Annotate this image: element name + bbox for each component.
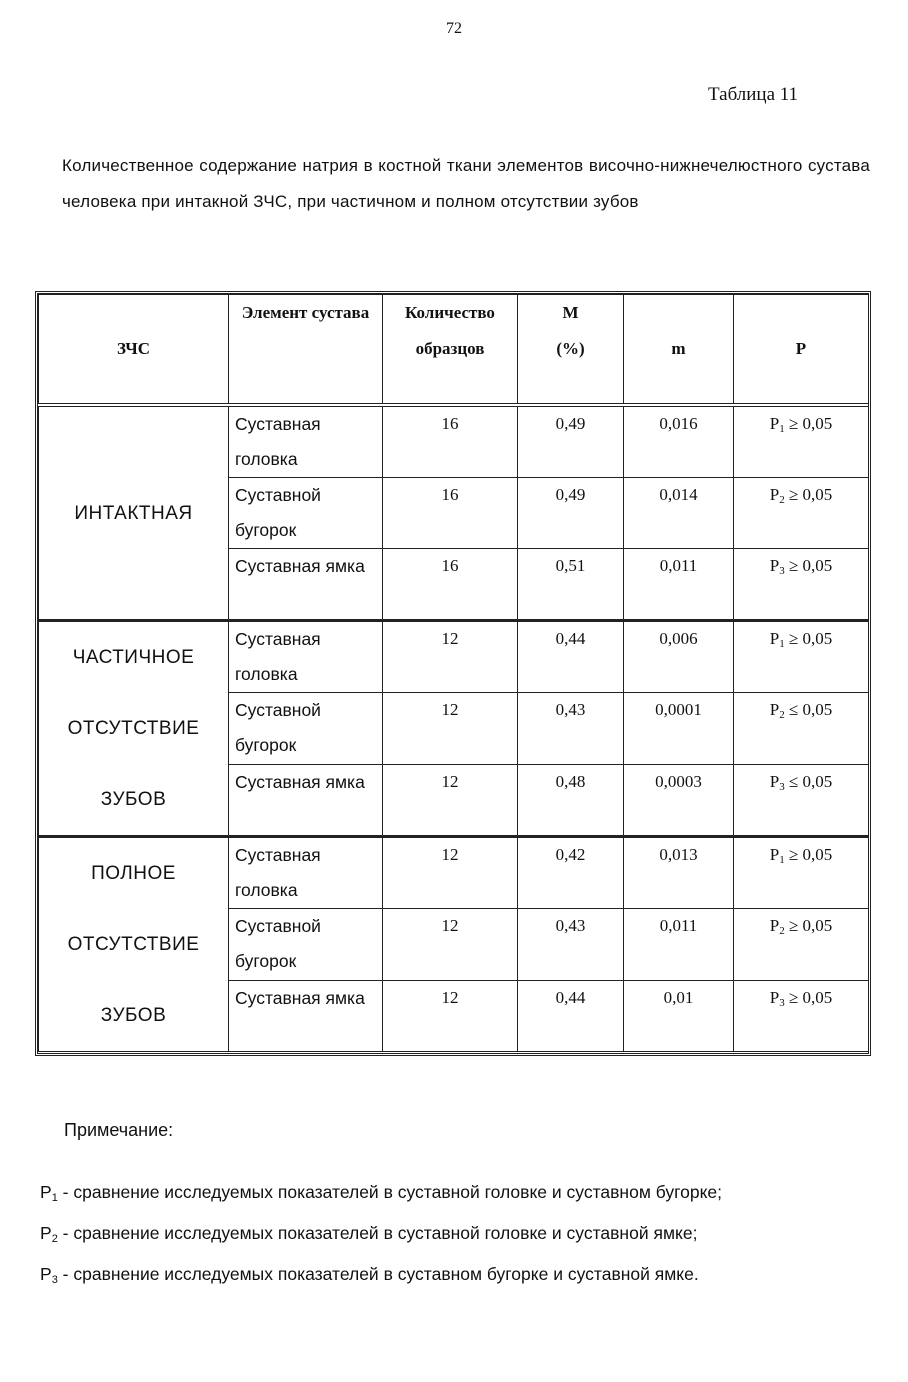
m-cell: 0,011 xyxy=(624,549,734,621)
p-index: 2 xyxy=(779,925,785,938)
m-cell: 0,016 xyxy=(624,405,734,478)
element-cell: Суставной бугорок xyxy=(229,693,383,764)
m-cell: 0,0003 xyxy=(624,764,734,836)
mean-cell: 0,43 xyxy=(518,693,624,764)
mean-cell: 0,51 xyxy=(518,549,624,621)
p-cell xyxy=(734,693,869,764)
p-relation: ≤ 0,05 xyxy=(788,771,833,791)
p-index: 2 xyxy=(779,494,785,506)
note-p-letter: P xyxy=(40,1264,52,1284)
note-p-index: 3 xyxy=(51,1274,58,1286)
p-cell xyxy=(734,478,869,549)
p-cell xyxy=(734,980,869,1051)
p-index: 2 xyxy=(779,709,785,722)
group-name-line: ИНТАКТНАЯ xyxy=(74,502,193,524)
m-cell: 0,011 xyxy=(624,909,734,980)
header-mean-symbol: М xyxy=(562,303,579,322)
m-cell: 0,014 xyxy=(624,478,734,549)
element-cell: Суставная ямка xyxy=(229,549,383,621)
m-cell: 0,01 xyxy=(624,980,734,1051)
mean-cell: 0,48 xyxy=(518,764,624,836)
p-cell xyxy=(734,764,869,836)
table-row xyxy=(39,621,869,693)
element-cell: Суставной бугорок xyxy=(229,478,383,549)
count-cell: 12 xyxy=(383,837,518,909)
note-p-letter: P xyxy=(40,1223,52,1243)
p-cell xyxy=(734,405,869,478)
mean-cell: 0,44 xyxy=(518,621,624,693)
group-name-cell xyxy=(39,621,229,837)
group-name-line: ПОЛНОЕ xyxy=(91,863,176,884)
note-item xyxy=(40,1216,860,1257)
p-index: 1 xyxy=(779,854,785,866)
header-mean xyxy=(518,295,624,406)
group-name-line: ОТСУТСТВИЕ xyxy=(67,718,200,739)
p-index: 1 xyxy=(779,638,785,650)
note-p-letter: P xyxy=(40,1182,52,1202)
mean-cell: 0,44 xyxy=(518,980,624,1051)
element-cell: Суставной бугорок xyxy=(229,909,383,980)
p-relation: ≥ 0,05 xyxy=(788,485,833,504)
mean-cell: 0,42 xyxy=(518,837,624,909)
count-cell: 12 xyxy=(383,764,518,836)
header-count: Количество образцов xyxy=(383,295,518,406)
note-text: - сравнение исследуемых показателей в суставной головке и суставном бугорке; xyxy=(57,1182,723,1202)
table-caption: Количественное содержание натрия в костной ткани элементов височно-нижнечелюстного сустава человека при интакной ЗЧС, при частичном и полном отсутствии зубов xyxy=(62,156,870,211)
count-cell: 12 xyxy=(383,909,518,980)
group-name-line: ОТСУТСТВИЕ xyxy=(67,934,200,955)
p-relation: ≥ 0,05 xyxy=(788,629,833,648)
header-zchs: ЗЧС xyxy=(39,295,229,406)
page-number: 72 xyxy=(446,20,462,37)
mean-cell: 0,43 xyxy=(518,909,624,980)
element-cell: Суставная ямка xyxy=(229,980,383,1051)
count-cell: 16 xyxy=(383,549,518,621)
p-index: 1 xyxy=(779,423,785,435)
count-cell: 12 xyxy=(383,621,518,693)
m-cell: 0,0001 xyxy=(624,693,734,764)
group-name-line: ЗУБОВ xyxy=(100,1005,167,1026)
p-cell xyxy=(734,621,869,693)
element-cell: Суставная ямка xyxy=(229,764,383,836)
table-body xyxy=(39,405,869,1052)
p-letter: P xyxy=(769,771,780,791)
notes-list xyxy=(40,1175,860,1298)
count-cell: 16 xyxy=(383,405,518,478)
table-label: Таблица 11 xyxy=(708,84,799,105)
group-name-line: ЧАСТИЧНОЕ xyxy=(72,647,195,668)
note-text: - сравнение исследуемых показателей в суставной головке и суставной ямке; xyxy=(57,1223,698,1243)
group-name-line: ЗУБОВ xyxy=(100,789,167,810)
p-letter: P xyxy=(769,845,780,864)
p-letter: P xyxy=(769,700,780,720)
header-mean-unit: (%) xyxy=(556,339,585,358)
p-relation: ≥ 0,05 xyxy=(788,987,833,1007)
element-cell: Суставная головка xyxy=(229,621,383,693)
note-item xyxy=(40,1175,860,1216)
count-cell: 12 xyxy=(383,980,518,1051)
p-index: 3 xyxy=(779,780,785,793)
p-letter: P xyxy=(769,629,780,648)
p-letter: P xyxy=(769,485,780,504)
p-relation: ≥ 0,05 xyxy=(788,414,833,433)
count-cell: 12 xyxy=(383,693,518,764)
element-cell: Суставная головка xyxy=(229,405,383,478)
p-cell xyxy=(734,549,869,621)
mean-cell: 0,49 xyxy=(518,405,624,478)
p-relation: ≥ 0,05 xyxy=(788,845,833,864)
note-text: - сравнение исследуемых показателей в суставном бугорке и суставной ямке. xyxy=(57,1264,699,1284)
header-p: P xyxy=(734,295,869,406)
p-letter: P xyxy=(769,916,780,936)
note-item xyxy=(40,1257,860,1298)
p-relation: ≥ 0,05 xyxy=(788,556,833,575)
p-relation: ≥ 0,05 xyxy=(788,916,833,936)
p-relation: ≤ 0,05 xyxy=(788,700,833,720)
notes xyxy=(40,1120,860,1298)
note-p-index: 2 xyxy=(51,1233,58,1245)
notes-title: Примечание: xyxy=(64,1120,174,1140)
p-letter: P xyxy=(769,414,780,433)
table-row xyxy=(39,837,869,909)
sodium-content-table xyxy=(38,294,869,1052)
m-cell: 0,006 xyxy=(624,621,734,693)
p-cell xyxy=(734,837,869,909)
m-cell: 0,013 xyxy=(624,837,734,909)
header-m: m xyxy=(624,295,734,406)
table-row xyxy=(39,405,869,478)
mean-cell: 0,49 xyxy=(518,478,624,549)
element-cell: Суставная головка xyxy=(229,837,383,909)
p-index: 3 xyxy=(779,996,785,1009)
header-element: Элемент сустава xyxy=(229,295,383,406)
p-cell xyxy=(734,909,869,980)
p-letter: P xyxy=(769,556,780,575)
group-name-cell xyxy=(39,837,229,1052)
p-letter: P xyxy=(769,987,780,1007)
count-cell: 16 xyxy=(383,478,518,549)
p-index: 3 xyxy=(779,565,785,577)
group-name-cell xyxy=(39,405,229,621)
note-p-index: 1 xyxy=(51,1192,58,1204)
table-header-row xyxy=(39,295,869,406)
